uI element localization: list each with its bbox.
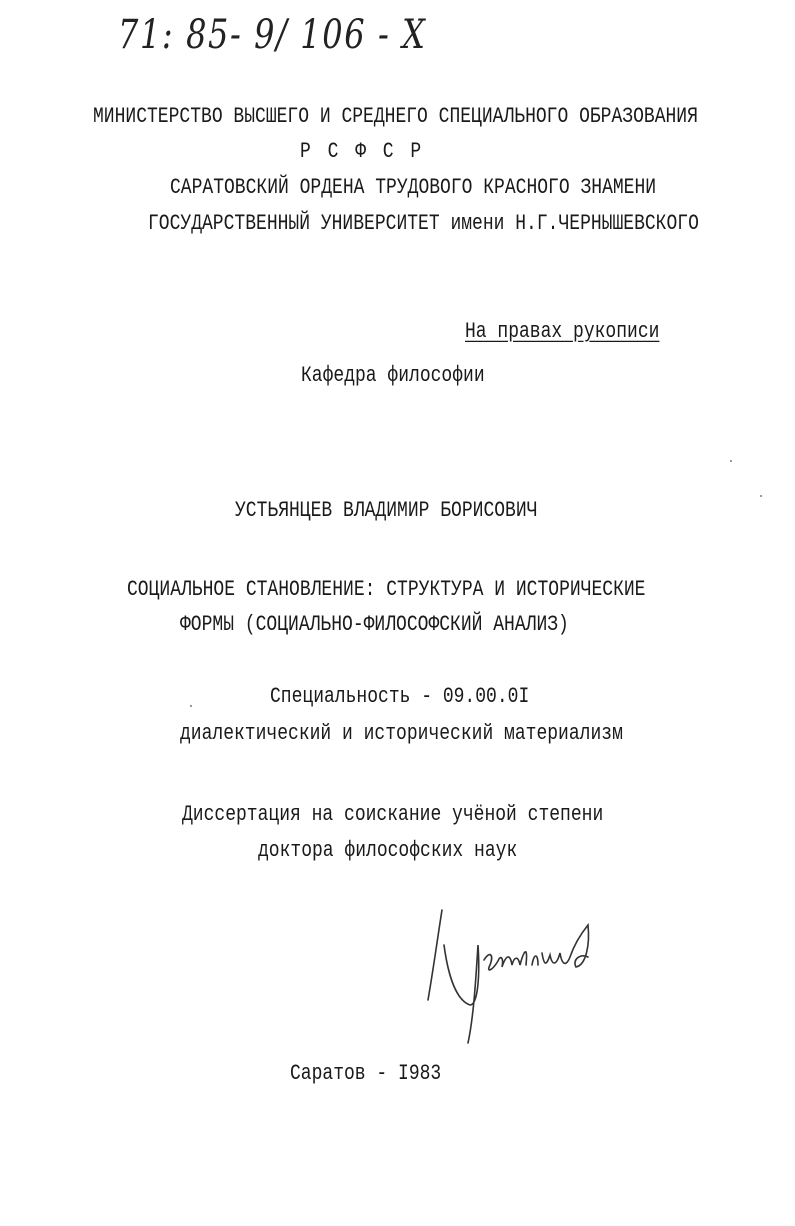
- republic-heading: Р С Ф С Р: [300, 139, 425, 165]
- ministry-heading: МИНИСТЕРСТВО ВЫСШЕГО И СРЕДНЕГО СПЕЦИАЛЬНОГО ОБРАЗОВАНИЯ: [93, 104, 698, 130]
- place-and-year: Саратов - I983: [290, 1061, 442, 1087]
- university-line-1: САРАТОВСКИЙ ОРДЕНА ТРУДОВОГО КРАСНОГО ЗНАМЕНИ: [170, 175, 657, 201]
- degree-line-1: Диссертация на соискание учёной степени: [182, 802, 604, 828]
- degree-line-2: доктора философских наук: [258, 838, 518, 864]
- scan-speck: [760, 495, 762, 497]
- scan-speck: [730, 460, 732, 462]
- archive-code-handwritten: 71: 85- 9/ 106 - Х: [118, 12, 427, 58]
- author-name: УСТЬЯНЦЕВ ВЛАДИМИР БОРИСОВИЧ: [235, 498, 538, 524]
- manuscript-rights-note: На правах рукописи: [465, 319, 660, 345]
- department: Кафедра философии: [301, 363, 485, 389]
- scan-speck: [190, 705, 192, 707]
- university-line-2: ГОСУДАРСТВЕННЫЙ УНИВЕРСИТЕТ имени Н.Г.ЧЕРНЫШЕВСКОГО: [148, 211, 699, 237]
- title-line-1: СОЦИАЛЬНОЕ СТАНОВЛЕНИЕ: СТРУКТУРА И ИСТОРИЧЕСКИЕ: [127, 577, 646, 603]
- specialty-name: диалектический и исторический материализм: [180, 721, 623, 747]
- author-signature: [420, 905, 610, 1045]
- specialty-code: Специальность - 09.00.0I: [270, 684, 530, 710]
- title-line-2: ФОРМЫ (СОЦИАЛЬНО-ФИЛОСОФСКИЙ АНАЛИЗ): [180, 612, 569, 638]
